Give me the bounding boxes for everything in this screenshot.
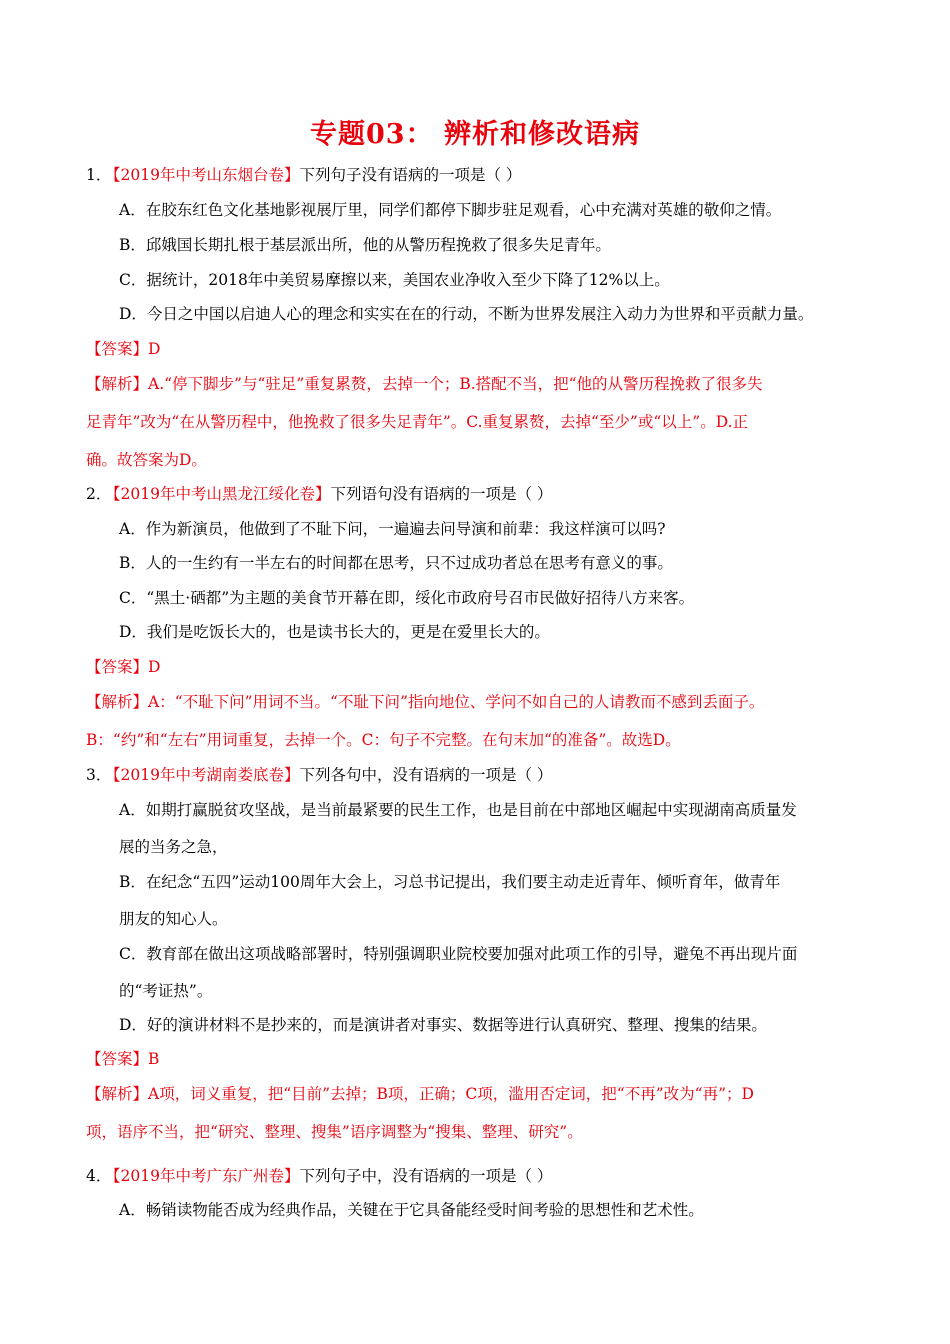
option-c: C．教育部在做出这项战略部署时，特别强调职业院校要加强对此项工作的引导，避兔不再出现片面 bbox=[119, 945, 798, 963]
explanation-line: 项，语序不当，把“研究、整理、搜集”语序调整为“搜集、整理、研究”。 bbox=[86, 1123, 583, 1141]
question-source: 【2019年中考湖南娄底卷】 bbox=[105, 766, 300, 784]
question-source: 【2019年中考山黑龙江绥化卷】 bbox=[105, 485, 331, 503]
option-a: A．作为新演员，他做到了不耻下问，一遍遍去问导演和前辈：我这样演可以吗? bbox=[119, 520, 666, 538]
question-stem: 下列各句中，没有语病的一项是（ ） bbox=[299, 766, 553, 784]
option-a-cont: 展的当务之急， bbox=[119, 838, 228, 856]
option-c: C．据统计，2018年中美贸易摩擦以来，美国农业净收入至少下降了12%以上。 bbox=[119, 271, 670, 289]
option-c: C．“黑土·硒都”为主题的美食节开幕在即，绥化市政府号召市民做好招待八方来客。 bbox=[119, 589, 695, 607]
option-b-cont: 朋友的知心人。 bbox=[119, 910, 228, 928]
option-d: D．今日之中国以启迪人心的理念和实实在在的行动，不断为世界发展注入动力为世界和平贡献力量。 bbox=[119, 305, 814, 323]
question-stem: 下列语句没有语病的一项是（ ） bbox=[330, 485, 553, 503]
option-d: D．好的演讲材料不是抄来的，而是演讲者对事实、数据等进行认真研究、整理、搜集的结果。 bbox=[119, 1016, 767, 1034]
explanation-line: B：“约”和“左右”用词重复，去掉一个。C：句子不完整。在句末加“的准备”。故选D。 bbox=[86, 731, 681, 749]
question-number: 1． bbox=[86, 166, 112, 184]
option-c-cont: 的“考证热”。 bbox=[119, 982, 213, 1000]
explanation-line: 【解析】A：“不耻下问”用词不当。“不耻下问”指向地位、学问不如自己的人请教而不感到丢面子。 bbox=[86, 693, 765, 711]
explanation-line: 【解析】A项，词义重复，把“目前”去掉；B项，正确；C项，滥用否定词，把“不再”改为“再”；D bbox=[86, 1085, 754, 1103]
option-b: B．人的一生约有一半左右的时间都在思考，只不过成功者总在思考有意义的事。 bbox=[119, 554, 673, 572]
option-b: B．邱娥国长期扎根于基层派出所，他的从警历程挽救了很多失足青年。 bbox=[119, 236, 611, 254]
question-number: 4． bbox=[86, 1167, 112, 1185]
question-source: 【2019年中考山东烟台卷】 bbox=[105, 166, 300, 184]
question-number: 2． bbox=[86, 485, 112, 503]
option-d: D．我们是吃饭长大的，也是读书长大的，更是在爱里长大的。 bbox=[119, 623, 550, 641]
question-number: 3． bbox=[86, 766, 112, 784]
option-a: A．如期打赢脱贫攻坚战，是当前最紧要的民生工作，也是目前在中部地区崛起中实现湖南高质量发 bbox=[119, 801, 797, 819]
answer: 【答案】D bbox=[86, 658, 161, 676]
explanation-line: 足青年”改为“在从警历程中，他挽救了很多失足青年”。C.重复累赘，去掉“至少”或“以上”。D.正 bbox=[86, 413, 749, 431]
option-a: A．在胶东红色文化基地影视展厅里，同学们都停下脚步驻足观看，心中充满对英雄的敬仰之情。 bbox=[119, 201, 782, 219]
answer: 【答案】D bbox=[86, 340, 161, 358]
page-title: 专题03： 辨析和修改语病 bbox=[310, 119, 640, 150]
option-b: B．在纪念“五四”运动100周年大会上，习总书记提出，我们要主动走近青年、倾听育年，做青年 bbox=[119, 873, 781, 891]
question-stem: 下列句子中，没有语病的一项是（ ） bbox=[299, 1167, 553, 1185]
question-stem: 下列句子没有语病的一项是（ ） bbox=[299, 166, 522, 184]
option-a: A．畅销读物能否成为经典作品，关键在于它具备能经受时间考验的思想性和艺术性。 bbox=[119, 1201, 704, 1219]
explanation-line: 【解析】A.“停下脚步”与“驻足”重复累赘，去掉一个；B.搭配不当，把“他的从警历程挽救了很多失 bbox=[86, 375, 763, 393]
question-source: 【2019年中考广东广州卷】 bbox=[105, 1167, 300, 1185]
answer: 【答案】B bbox=[86, 1050, 160, 1068]
explanation-line: 确。故答案为D。 bbox=[86, 451, 207, 469]
